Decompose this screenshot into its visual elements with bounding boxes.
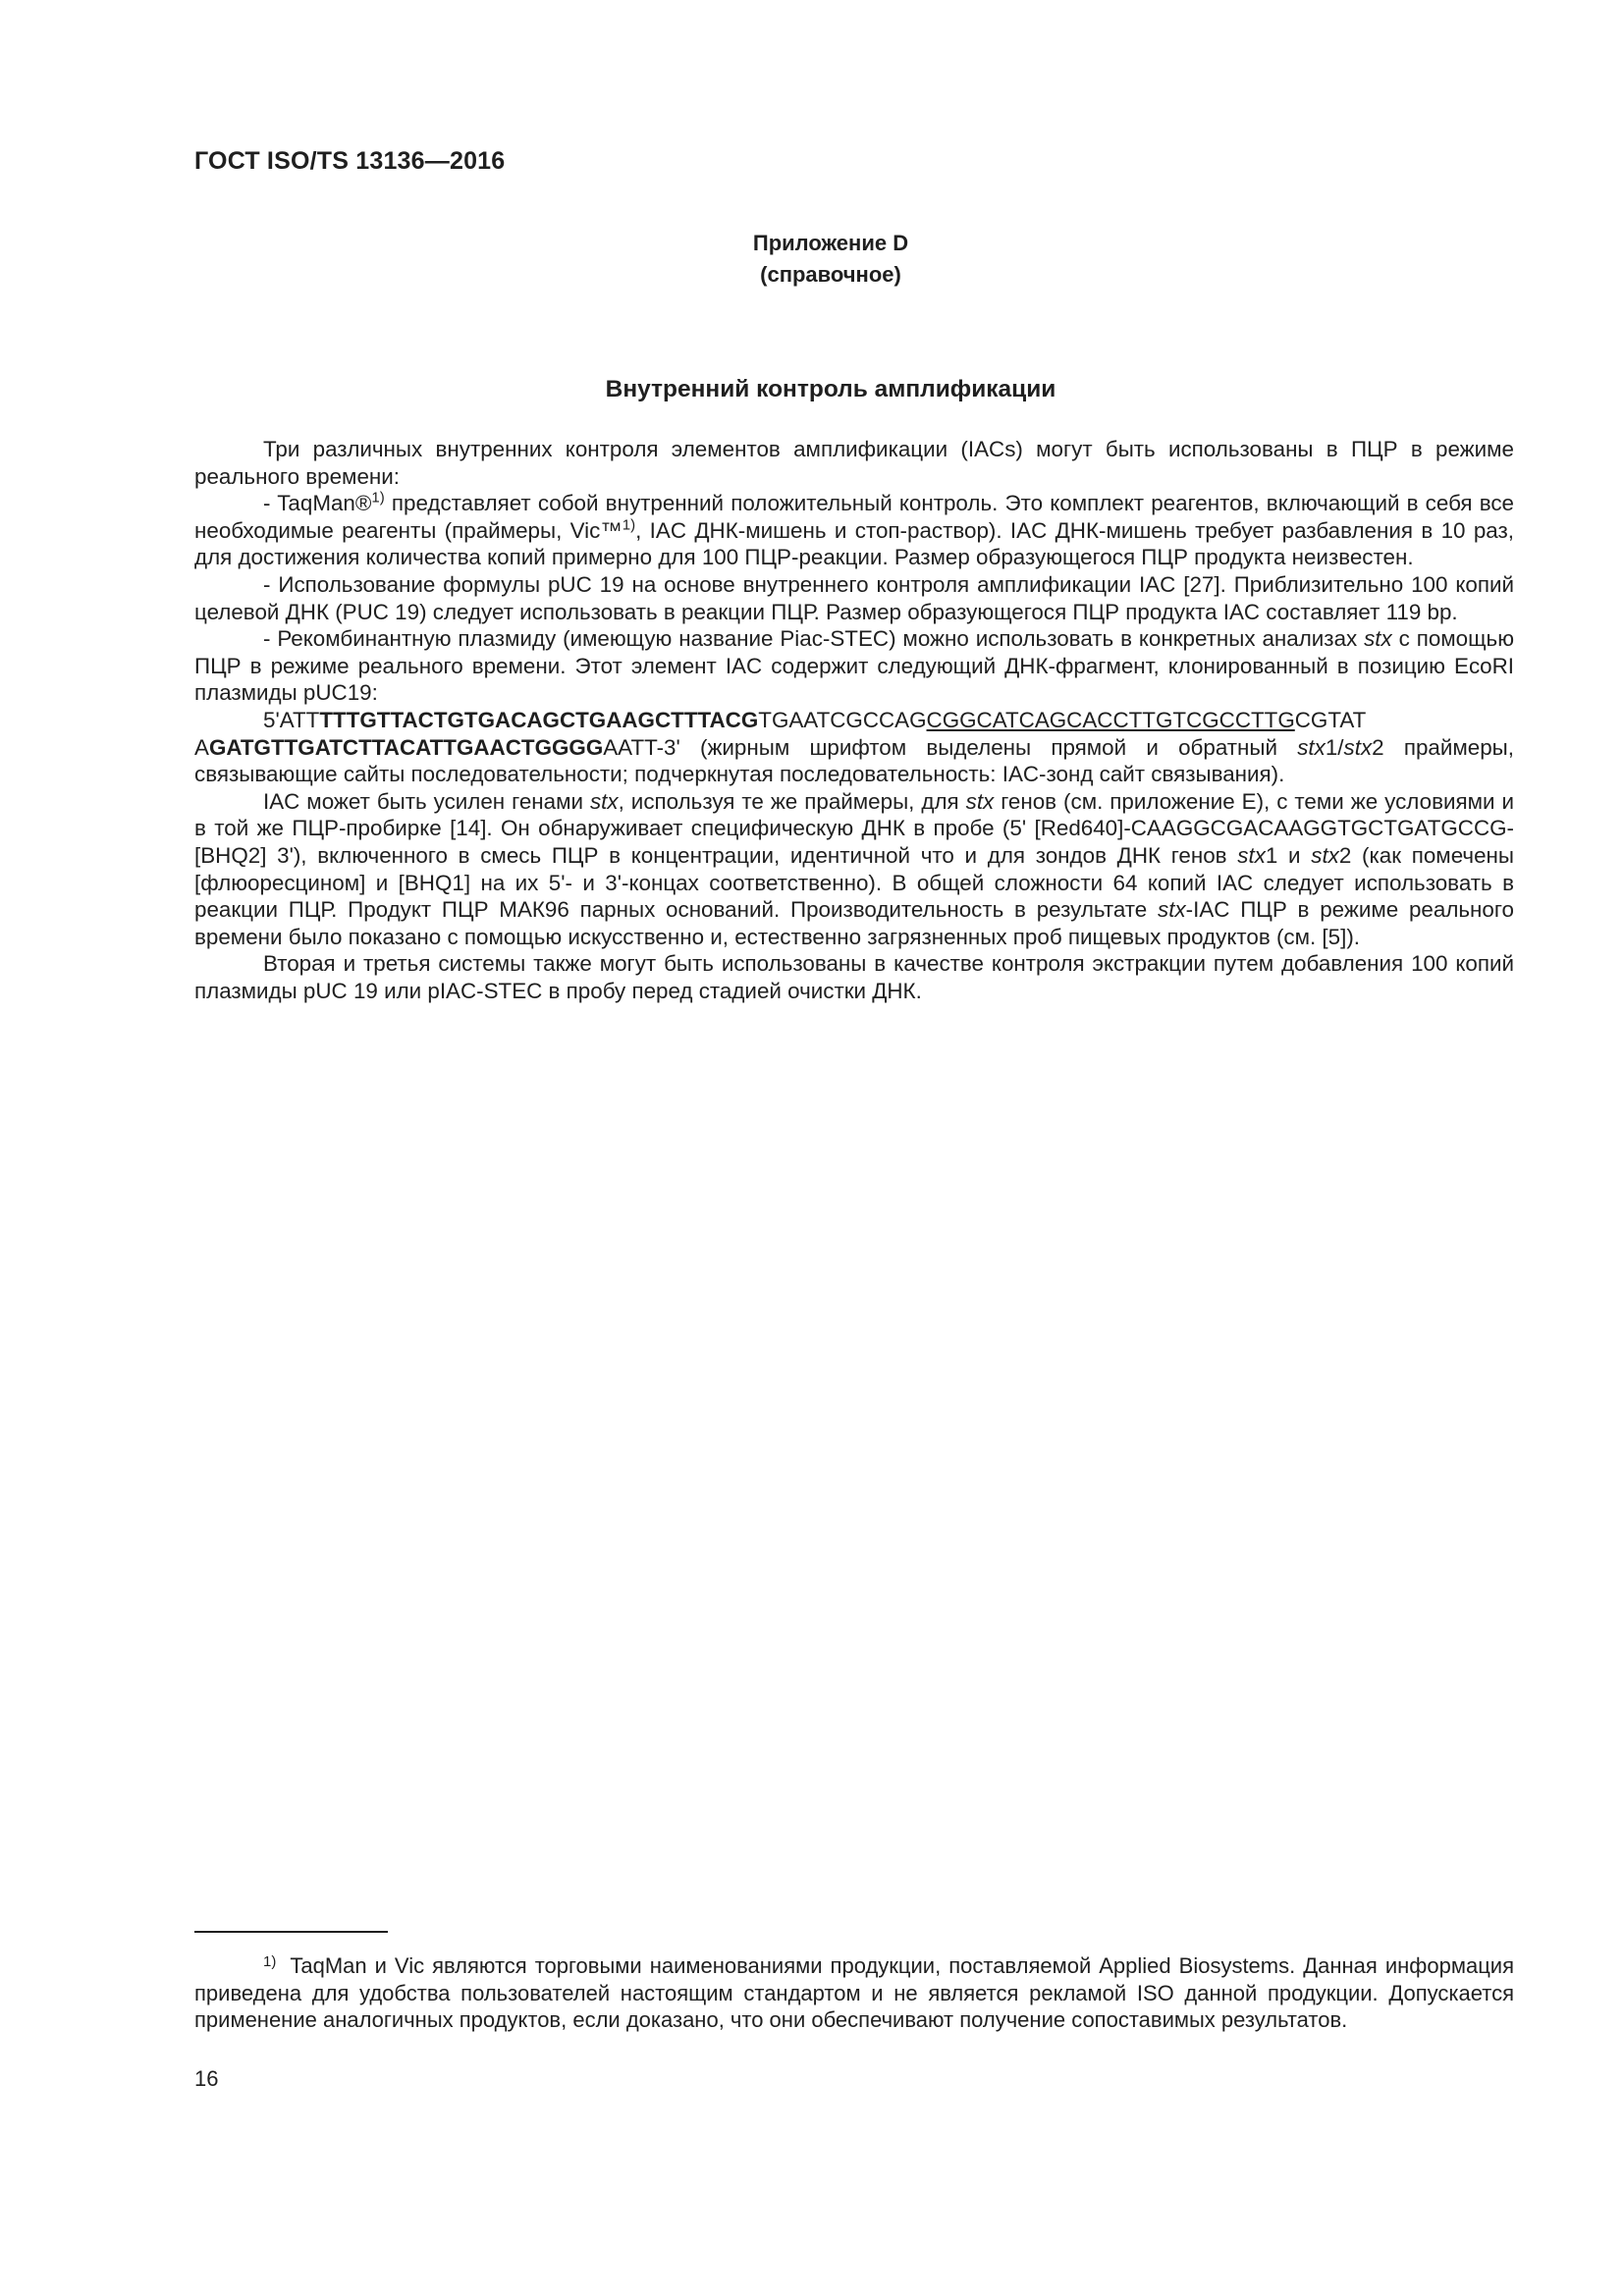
footnote-ref: 1) [371,489,385,507]
iac-text: 2 (как помечены [флюоресцином] и [BHQ1] на их 5'- и 3'-концах соответственно). В общей сложности 64 копий IAC следует использовать в реакции ПЦР. Продукт ПЦР МАК96 парных оснований. Производительность в результате [194,842,1514,923]
appendix-title: Приложение D [752,231,909,255]
sequence-note-rest: праймеры, связывающие сайты последовательности; подчеркнутая последовательность: IAC-зонд сайт связывания). [194,734,1514,787]
taqman-prefix: - TaqMan® [263,491,372,516]
reverse-primer: GATGTTGATCTTACATTGAACTGGGG [208,734,604,760]
iac-text: генов (см. приложение Е), с теми же условиями и в той же ПЦР-пробирке [14]. Он обнаруживает специфическую ДНК в пробе (5' [Red640]-CAAGGCGACAAGGTGCTGATGCCG-[BHQ2] 3'), включенного в смесь ПЦР в концентрации, идентичной что и для зондов ДНК генов [194,788,1514,868]
appendix-type: (справочное) [760,262,901,287]
appendix-heading [0,228,1624,291]
plasmid-text-rest: с помощью ПЦР в режиме реального времени. Этот элемент IAC содержит следующий ДНК-фрагмент, клонированный в позицию EcoRI плазмиды pUC19: [194,626,1514,706]
plasmid-paragraph [194,625,1514,707]
footnote-divider [194,1931,388,1933]
gene-number: 2 [1372,734,1384,760]
footnote-text: TaqMan и Vic являются торговыми наименованиями продукции, поставляемой Applied Biosystems. Данная информация приведена для удобства пользователей настоящим стандартом и не является рекламой ISO данной продукции. Допускается применение аналогичных продуктов, если доказано, что они обеспечивают получение сопоставимых результатов. [194,1953,1514,2032]
iac-text: IAC может быть усилен генами [263,788,590,814]
sequence-segment: A [194,734,209,760]
page-number: 16 [194,2066,219,2091]
taqman-text: представляет собой внутренний положительный контроль. Это комплект реагентов, включающий в себя все необходимые реагенты (праймеры, Vic™ [194,491,1514,543]
dna-sequence-line [194,707,1514,734]
sequence-segment: CGTAT [1294,707,1367,732]
intro-paragraph: Три различных внутренних контроля элементов амплификации (IACs) могут быть использованы в ПЦР в режиме реального времени: [194,437,1514,489]
gene-name: stx [1364,626,1392,652]
taqman-paragraph [194,490,1514,571]
gene-name: stx [1237,842,1266,868]
footnote-mark: 1) [263,1953,277,1970]
closing-paragraph: Вторая и третья системы также могут быть использованы в качестве контроля экстракции путем добавления 100 копий плазмиды pUC 19 или pIAC-STEC в пробу перед стадией очистки ДНК. [194,951,1514,1003]
gene-number: 1/ [1325,734,1344,760]
probe-site: CGGCATCAGCACCTTGTCGCCTTG [926,707,1295,732]
iac-text: , используя те же праймеры, для [618,788,966,814]
gene-name: stx [589,788,619,814]
gene-name: stx [1158,897,1186,923]
sequence-segment: 5'ATT [263,707,320,732]
sequence-segment: AATT-3' [603,734,680,760]
body-text [194,436,1514,1004]
gene-name: stx [1297,734,1326,760]
iac-text: -IAC ПЦР в режиме реального времени было показано с помощью искусственно и, естественно загрязненных проб пищевых продуктов (см. [5]). [194,897,1515,949]
taqman-text-rest: , IAC ДНК-мишень и стоп-раствор). IAC ДНК-мишень требует разбавления в 10 раз, для достижения количества копий примерно для 100 ПЦР-реакции. Размер образующегося ПЦР продукта неизвестен. [194,517,1515,570]
gene-name: stx [1343,734,1373,760]
iac-paragraph [194,788,1514,951]
forward-primer: TTTGTTACTGTGACAGCTGAAGCTTTACG [319,707,759,732]
sequence-note: (жирным шрифтом выделены прямой и обратный [679,734,1298,760]
iac-text: 1 и [1265,842,1312,868]
footnote-ref: 1) [622,516,636,534]
plasmid-text: - Рекомбинантную плазмиду (имеющую название Piac-STEC) можно использовать в конкретных анализах [263,626,1365,652]
section-title: Внутренний контроль амплификации [605,376,1056,402]
document-header: ГОСТ ISO/TS 13136—2016 [194,147,506,175]
dna-sequence-continued [194,734,1514,788]
gene-name: stx [1311,842,1339,868]
footnote [194,1949,1514,2034]
gene-name: stx [965,788,995,814]
puc19-paragraph: - Использование формулы pUC 19 на основе внутреннего контроля амплификации IAC [27]. Приблизительно 100 копий целевой ДНК (PUC 19) следует использовать в реакции ПЦР. Размер образующегося ПЦР продукта IAC составляет 119 bp. [194,571,1514,624]
sequence-segment: TGAATCGCCAG [758,707,927,732]
